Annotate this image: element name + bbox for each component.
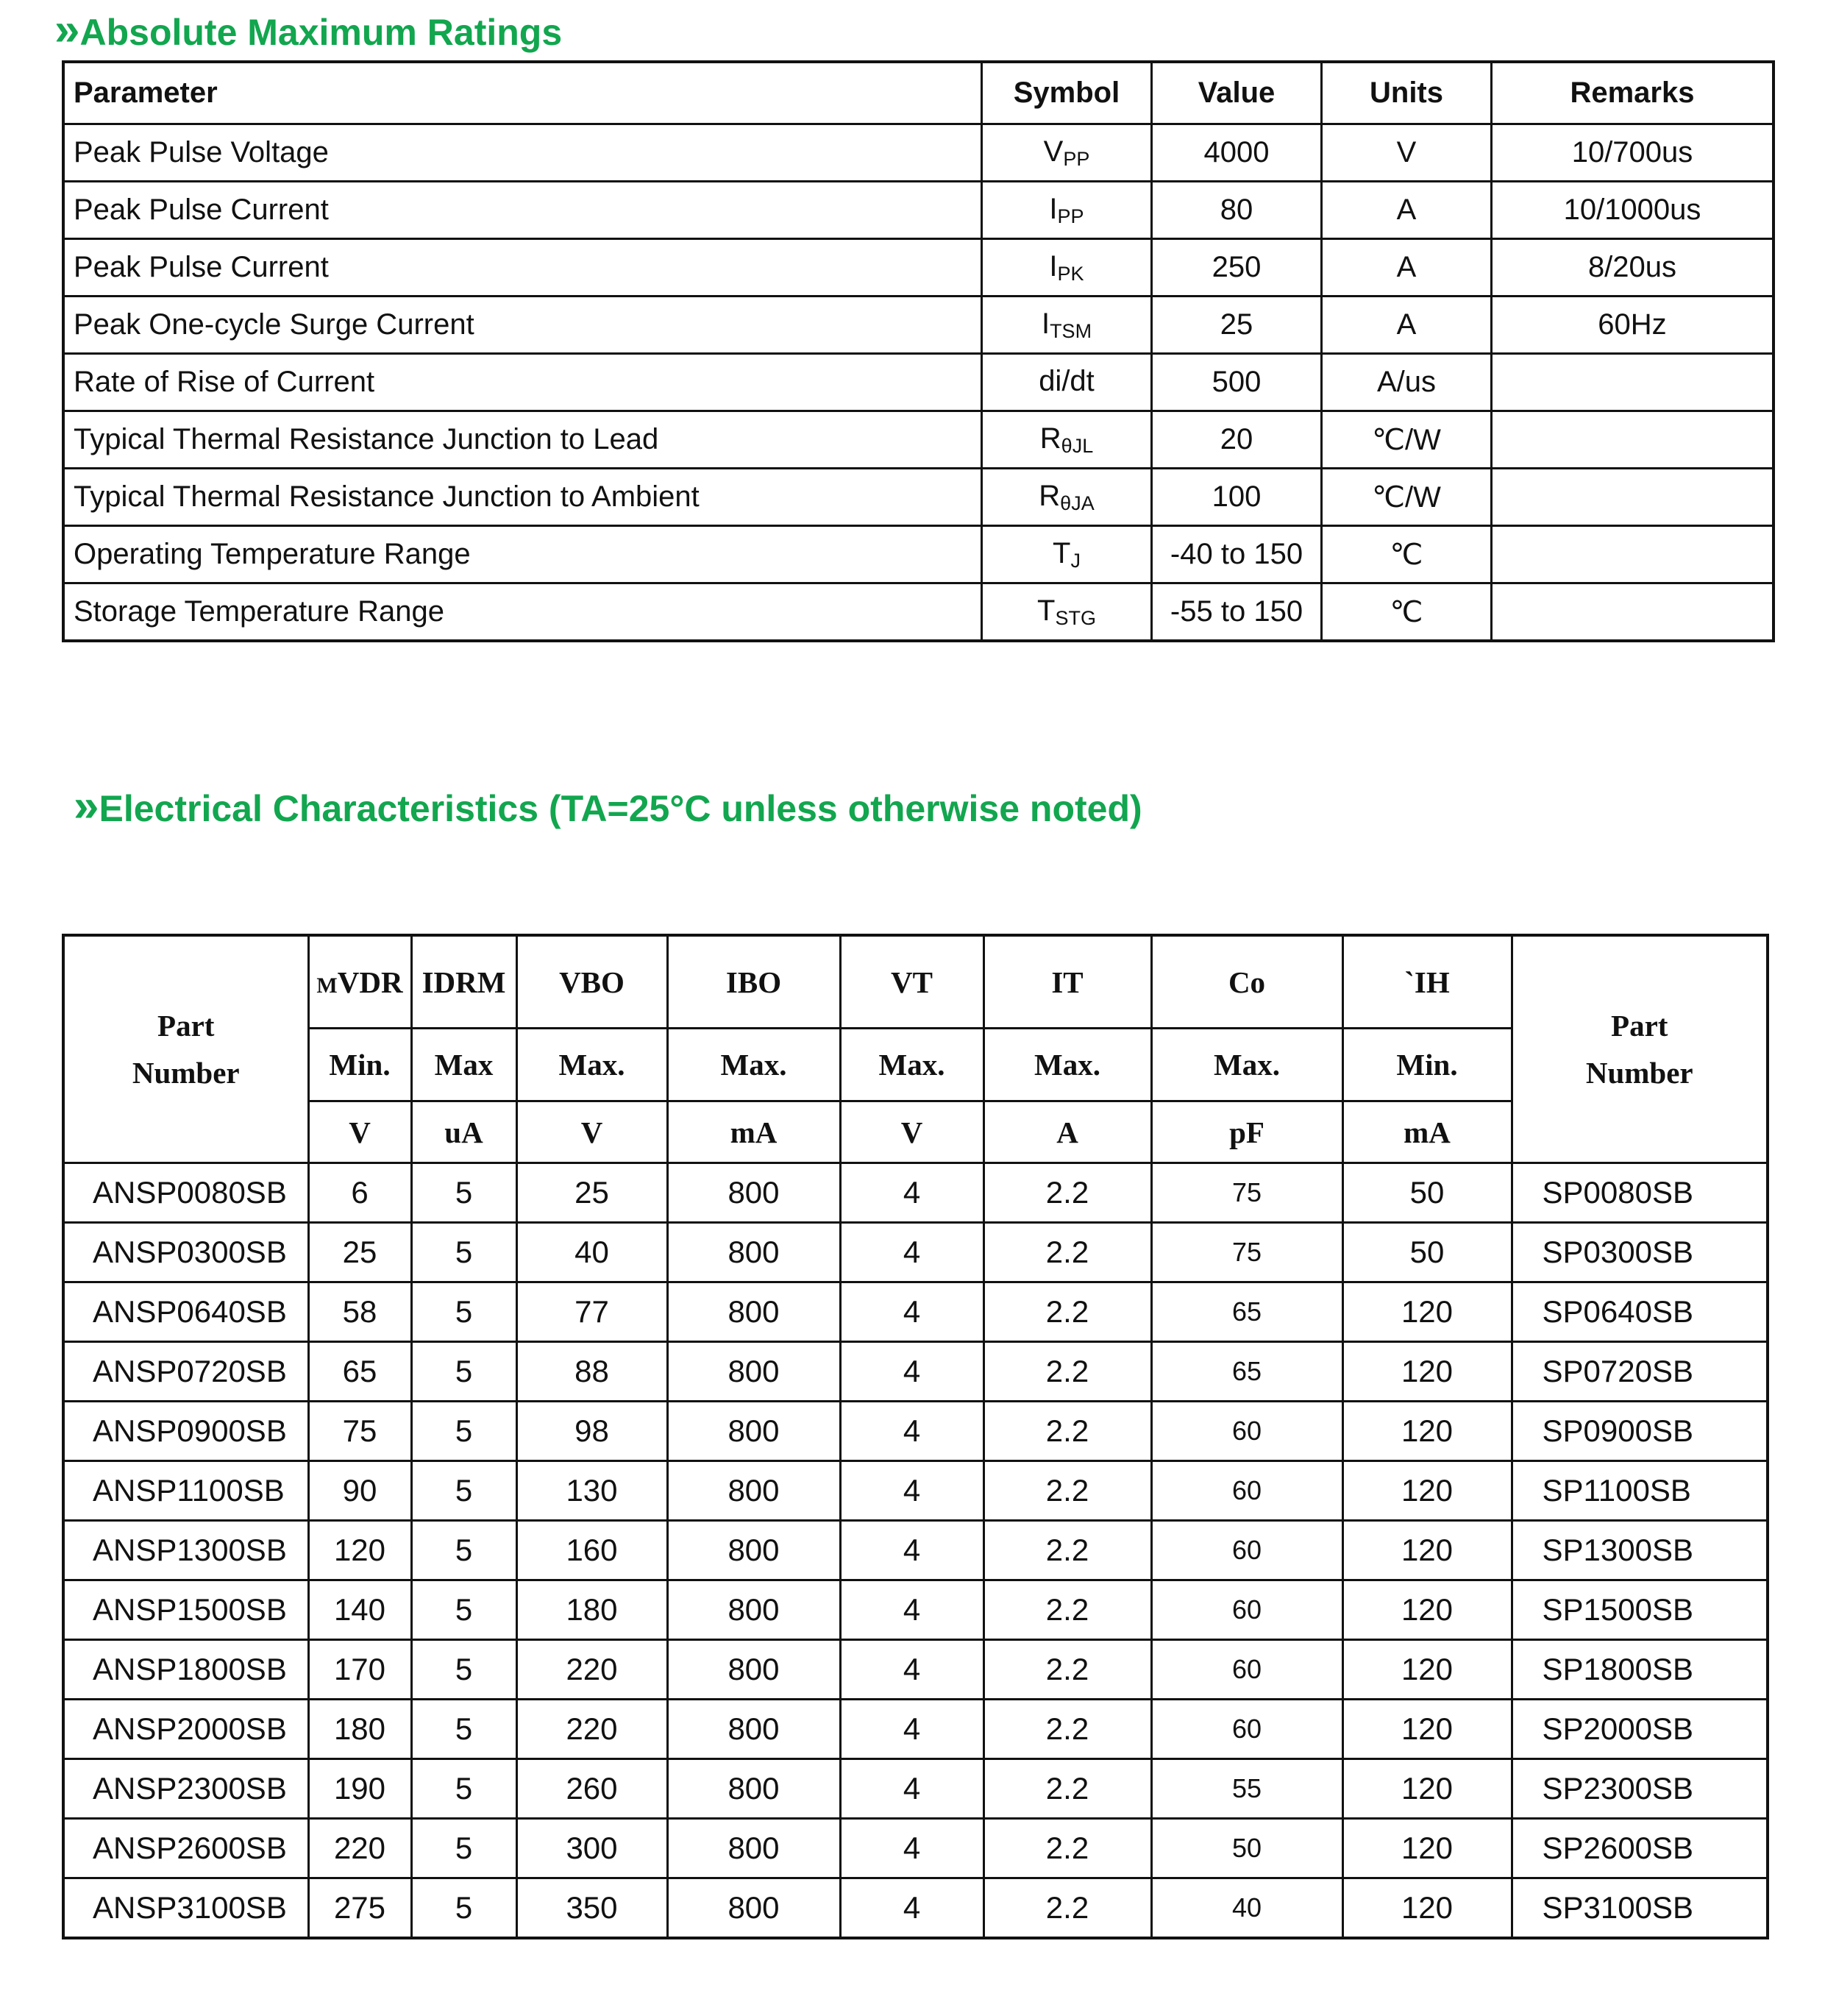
table-row bbox=[63, 354, 1774, 411]
table-row bbox=[63, 1163, 1768, 1223]
units-cell: ℃/W bbox=[1322, 411, 1492, 469]
absolute-max-title bbox=[54, 4, 563, 55]
vbo-cell: 220 bbox=[516, 1640, 667, 1700]
co-cell: 65 bbox=[1151, 1342, 1342, 1402]
part-cell: ANSP3100SB bbox=[63, 1878, 308, 1939]
header-symbol-text: IDRM bbox=[421, 965, 506, 999]
it-cell: 2.2 bbox=[983, 1878, 1151, 1939]
table-row bbox=[63, 411, 1774, 469]
vdr-cell: 58 bbox=[308, 1282, 411, 1342]
part-cell: ANSP2300SB bbox=[63, 1759, 308, 1819]
vbo-cell: 300 bbox=[516, 1819, 667, 1878]
header-unit: V bbox=[840, 1101, 983, 1163]
ih-cell: 120 bbox=[1342, 1700, 1512, 1759]
symbol-subscript: STG bbox=[1055, 606, 1096, 629]
vdr-cell: 170 bbox=[308, 1640, 411, 1700]
ibo-cell: 800 bbox=[667, 1521, 840, 1580]
table-row bbox=[63, 1640, 1768, 1700]
units-cell: ℃ bbox=[1322, 526, 1492, 583]
table-row bbox=[63, 1878, 1768, 1939]
vt-cell: 4 bbox=[840, 1402, 983, 1461]
alt-cell: SP0900SB bbox=[1512, 1402, 1768, 1461]
ih-cell: 120 bbox=[1342, 1878, 1512, 1939]
ibo-cell: 800 bbox=[667, 1342, 840, 1402]
symbol-subscript: PP bbox=[1057, 205, 1084, 227]
electrical-title bbox=[74, 781, 1142, 831]
symbol-subscript: θJA bbox=[1060, 491, 1095, 514]
ih-cell: 120 bbox=[1342, 1819, 1512, 1878]
vbo-cell: 260 bbox=[516, 1759, 667, 1819]
value-cell: 250 bbox=[1152, 239, 1322, 297]
header-limit: Max. bbox=[516, 1029, 667, 1101]
vdr-cell: 190 bbox=[308, 1759, 411, 1819]
it-cell: 2.2 bbox=[983, 1759, 1151, 1819]
header-symbol-text: VT bbox=[891, 965, 933, 999]
part-cell: ANSP1100SB bbox=[63, 1461, 308, 1521]
co-cell: 40 bbox=[1151, 1878, 1342, 1939]
ibo-cell: 800 bbox=[667, 1878, 840, 1939]
ibo-cell: 800 bbox=[667, 1759, 840, 1819]
symbol-main: V bbox=[1043, 135, 1064, 168]
symbol-subscript: TSM bbox=[1050, 319, 1092, 342]
units-cell: ℃/W bbox=[1322, 469, 1492, 526]
header-symbol bbox=[516, 935, 667, 1029]
table-row bbox=[63, 1521, 1768, 1580]
vt-cell: 4 bbox=[840, 1163, 983, 1223]
header-symbol bbox=[983, 935, 1151, 1029]
vt-cell: 4 bbox=[840, 1640, 983, 1700]
remarks-cell: 60Hz bbox=[1492, 297, 1774, 354]
header-unit: V bbox=[308, 1101, 411, 1163]
remarks-cell bbox=[1492, 354, 1774, 411]
symbol-cell bbox=[982, 526, 1152, 583]
part-cell: ANSP1300SB bbox=[63, 1521, 308, 1580]
co-cell: 60 bbox=[1151, 1580, 1342, 1640]
alt-cell: SP2300SB bbox=[1512, 1759, 1768, 1819]
it-cell: 2.2 bbox=[983, 1461, 1151, 1521]
electrical-table bbox=[62, 934, 1769, 1939]
parameter-cell: Peak One-cycle Surge Current bbox=[63, 297, 982, 354]
co-cell: 60 bbox=[1151, 1402, 1342, 1461]
header-unit: mA bbox=[667, 1101, 840, 1163]
electrical-body bbox=[63, 1163, 1768, 1939]
it-cell: 2.2 bbox=[983, 1521, 1151, 1580]
header-limit: Max. bbox=[1151, 1029, 1342, 1101]
idrm-cell: 5 bbox=[411, 1580, 516, 1640]
table-row bbox=[63, 1819, 1768, 1878]
co-cell: 65 bbox=[1151, 1282, 1342, 1342]
co-cell: 60 bbox=[1151, 1521, 1342, 1580]
ibo-cell: 800 bbox=[667, 1640, 840, 1700]
vbo-cell: 180 bbox=[516, 1580, 667, 1640]
alt-cell: SP2000SB bbox=[1512, 1700, 1768, 1759]
ih-cell: 120 bbox=[1342, 1759, 1512, 1819]
chevron-marker: » bbox=[74, 781, 99, 831]
co-cell: 60 bbox=[1151, 1640, 1342, 1700]
vdr-cell: 90 bbox=[308, 1461, 411, 1521]
symbol-subscript: θJL bbox=[1061, 434, 1094, 457]
remarks-cell: 10/1000us bbox=[1492, 182, 1774, 239]
alt-cell: SP0300SB bbox=[1512, 1223, 1768, 1282]
header-symbol-text: Co bbox=[1228, 965, 1266, 999]
vbo-cell: 25 bbox=[516, 1163, 667, 1223]
idrm-cell: 5 bbox=[411, 1223, 516, 1282]
part-cell: ANSP1800SB bbox=[63, 1640, 308, 1700]
electrical-title-text: Electrical Characteristics (TA=25°C unless otherwise noted) bbox=[99, 788, 1142, 829]
symbol-main: T bbox=[1053, 536, 1071, 569]
table-row bbox=[63, 1223, 1768, 1282]
vdr-cell: 180 bbox=[308, 1700, 411, 1759]
vdr-cell: 25 bbox=[308, 1223, 411, 1282]
vt-cell: 4 bbox=[840, 1759, 983, 1819]
idrm-cell: 5 bbox=[411, 1521, 516, 1580]
part-cell: ANSP0720SB bbox=[63, 1342, 308, 1402]
it-cell: 2.2 bbox=[983, 1163, 1151, 1223]
symbol-cell bbox=[982, 469, 1152, 526]
symbol-main: R bbox=[1039, 422, 1061, 455]
alt-cell: SP0640SB bbox=[1512, 1282, 1768, 1342]
part-cell: ANSP0080SB bbox=[63, 1163, 308, 1223]
symbol-main: di/dt bbox=[1039, 364, 1095, 397]
parameter-cell: Typical Thermal Resistance Junction to Ambient bbox=[63, 469, 982, 526]
ibo-cell: 800 bbox=[667, 1402, 840, 1461]
header-limit: Max. bbox=[983, 1029, 1151, 1101]
header-symbol bbox=[411, 935, 516, 1029]
vdr-cell: 275 bbox=[308, 1878, 411, 1939]
header-remarks: Remarks bbox=[1492, 62, 1774, 124]
table-row bbox=[63, 1282, 1768, 1342]
idrm-cell: 5 bbox=[411, 1163, 516, 1223]
symbol-cell bbox=[982, 124, 1152, 182]
symbol-main: I bbox=[1049, 192, 1058, 225]
absolute-max-header-row bbox=[63, 62, 1774, 124]
header-part-number bbox=[63, 935, 308, 1163]
vbo-cell: 40 bbox=[516, 1223, 667, 1282]
value-cell: 100 bbox=[1152, 469, 1322, 526]
remarks-cell: 10/700us bbox=[1492, 124, 1774, 182]
parameter-cell: Peak Pulse Current bbox=[63, 239, 982, 297]
table-row bbox=[63, 297, 1774, 354]
co-cell: 55 bbox=[1151, 1759, 1342, 1819]
header-symbol-text: `IH bbox=[1404, 965, 1450, 999]
ih-cell: 120 bbox=[1342, 1282, 1512, 1342]
symbol-subscript: PP bbox=[1063, 147, 1090, 170]
vbo-cell: 88 bbox=[516, 1342, 667, 1402]
symbol-cell bbox=[982, 182, 1152, 239]
table-row bbox=[63, 1580, 1768, 1640]
part-cell: ANSP2000SB bbox=[63, 1700, 308, 1759]
header-value: Value bbox=[1152, 62, 1322, 124]
alt-cell: SP1100SB bbox=[1512, 1461, 1768, 1521]
idrm-cell: 5 bbox=[411, 1878, 516, 1939]
units-cell: V bbox=[1322, 124, 1492, 182]
remarks-cell bbox=[1492, 526, 1774, 583]
symbol-main: T bbox=[1037, 594, 1056, 627]
symbol-main: I bbox=[1049, 249, 1058, 283]
header-symbol bbox=[840, 935, 983, 1029]
alt-cell: SP2600SB bbox=[1512, 1819, 1768, 1878]
vbo-cell: 160 bbox=[516, 1521, 667, 1580]
table-row bbox=[63, 583, 1774, 642]
symbol-cell bbox=[982, 583, 1152, 642]
co-cell: 60 bbox=[1151, 1461, 1342, 1521]
part-header-line2: Number bbox=[132, 1056, 240, 1090]
it-cell: 2.2 bbox=[983, 1223, 1151, 1282]
vt-cell: 4 bbox=[840, 1342, 983, 1402]
table-row bbox=[63, 182, 1774, 239]
vbo-cell: 98 bbox=[516, 1402, 667, 1461]
header-unit: pF bbox=[1151, 1101, 1342, 1163]
symbol-main: R bbox=[1039, 479, 1061, 512]
ibo-cell: 800 bbox=[667, 1163, 840, 1223]
ih-cell: 120 bbox=[1342, 1402, 1512, 1461]
alt-cell: SP3100SB bbox=[1512, 1878, 1768, 1939]
remarks-cell bbox=[1492, 469, 1774, 526]
idrm-cell: 5 bbox=[411, 1640, 516, 1700]
header-symbol bbox=[1342, 935, 1512, 1029]
header-limit: Max. bbox=[667, 1029, 840, 1101]
symbol-main: I bbox=[1041, 307, 1050, 340]
value-cell: 500 bbox=[1152, 354, 1322, 411]
header-symbol-text: IBO bbox=[725, 965, 782, 999]
vdr-cell: 65 bbox=[308, 1342, 411, 1402]
ih-cell: 50 bbox=[1342, 1163, 1512, 1223]
it-cell: 2.2 bbox=[983, 1282, 1151, 1342]
symbol-cell bbox=[982, 239, 1152, 297]
table-row bbox=[63, 469, 1774, 526]
vdr-cell: 120 bbox=[308, 1521, 411, 1580]
it-cell: 2.2 bbox=[983, 1580, 1151, 1640]
alt-cell: SP1800SB bbox=[1512, 1640, 1768, 1700]
part-cell: ANSP0640SB bbox=[63, 1282, 308, 1342]
vbo-cell: 220 bbox=[516, 1700, 667, 1759]
vt-cell: 4 bbox=[840, 1819, 983, 1878]
ibo-cell: 800 bbox=[667, 1819, 840, 1878]
symbol-cell bbox=[982, 297, 1152, 354]
absolute-max-body bbox=[63, 124, 1774, 642]
units-cell: A/us bbox=[1322, 354, 1492, 411]
chevron-marker: » bbox=[54, 4, 80, 55]
vt-cell: 4 bbox=[840, 1521, 983, 1580]
units-cell: A bbox=[1322, 182, 1492, 239]
absolute-max-table bbox=[62, 60, 1775, 642]
parameter-cell: Storage Temperature Range bbox=[63, 583, 982, 642]
it-cell: 2.2 bbox=[983, 1640, 1151, 1700]
ibo-cell: 800 bbox=[667, 1282, 840, 1342]
idrm-cell: 5 bbox=[411, 1819, 516, 1878]
vdr-cell: 140 bbox=[308, 1580, 411, 1640]
it-cell: 2.2 bbox=[983, 1342, 1151, 1402]
electrical-header bbox=[63, 935, 1768, 1163]
header-row-symbols bbox=[63, 935, 1768, 1029]
symbol-subscript: PK bbox=[1057, 262, 1084, 285]
remarks-cell bbox=[1492, 583, 1774, 642]
header-units: Units bbox=[1322, 62, 1492, 124]
header-symbol: Symbol bbox=[982, 62, 1152, 124]
idrm-cell: 5 bbox=[411, 1700, 516, 1759]
part-cell: ANSP0300SB bbox=[63, 1223, 308, 1282]
header-unit: V bbox=[516, 1101, 667, 1163]
table-row bbox=[63, 1759, 1768, 1819]
table-row bbox=[63, 1402, 1768, 1461]
ih-cell: 50 bbox=[1342, 1223, 1512, 1282]
idrm-cell: 5 bbox=[411, 1461, 516, 1521]
header-symbol bbox=[308, 935, 411, 1029]
alt-cell: SP0720SB bbox=[1512, 1342, 1768, 1402]
vbo-cell: 77 bbox=[516, 1282, 667, 1342]
part-cell: ANSP0900SB bbox=[63, 1402, 308, 1461]
header-stray-prefix: M bbox=[316, 973, 338, 998]
idrm-cell: 5 bbox=[411, 1759, 516, 1819]
units-cell: A bbox=[1322, 239, 1492, 297]
alt-cell: SP1300SB bbox=[1512, 1521, 1768, 1580]
vdr-cell: 75 bbox=[308, 1402, 411, 1461]
vt-cell: 4 bbox=[840, 1700, 983, 1759]
header-symbol bbox=[667, 935, 840, 1029]
ih-cell: 120 bbox=[1342, 1521, 1512, 1580]
parameter-cell: Typical Thermal Resistance Junction to Lead bbox=[63, 411, 982, 469]
it-cell: 2.2 bbox=[983, 1819, 1151, 1878]
header-symbol-text: VDR bbox=[337, 965, 403, 999]
parameter-cell: Peak Pulse Voltage bbox=[63, 124, 982, 182]
alt-cell: SP1500SB bbox=[1512, 1580, 1768, 1640]
vbo-cell: 350 bbox=[516, 1878, 667, 1939]
header-unit: A bbox=[983, 1101, 1151, 1163]
vt-cell: 4 bbox=[840, 1580, 983, 1640]
idrm-cell: 5 bbox=[411, 1342, 516, 1402]
idrm-cell: 5 bbox=[411, 1402, 516, 1461]
it-cell: 2.2 bbox=[983, 1700, 1151, 1759]
header-symbol bbox=[1151, 935, 1342, 1029]
vt-cell: 4 bbox=[840, 1461, 983, 1521]
co-cell: 75 bbox=[1151, 1163, 1342, 1223]
table-row bbox=[63, 526, 1774, 583]
parameter-cell: Peak Pulse Current bbox=[63, 182, 982, 239]
header-parameter: Parameter bbox=[63, 62, 982, 124]
table-row bbox=[63, 124, 1774, 182]
remarks-cell bbox=[1492, 411, 1774, 469]
ibo-cell: 800 bbox=[667, 1461, 840, 1521]
value-cell: 25 bbox=[1152, 297, 1322, 354]
vbo-cell: 130 bbox=[516, 1461, 667, 1521]
part-header-line2: Number bbox=[1585, 1056, 1693, 1090]
header-unit: mA bbox=[1342, 1101, 1512, 1163]
co-cell: 50 bbox=[1151, 1819, 1342, 1878]
value-cell: 80 bbox=[1152, 182, 1322, 239]
symbol-cell bbox=[982, 411, 1152, 469]
ih-cell: 120 bbox=[1342, 1580, 1512, 1640]
co-cell: 60 bbox=[1151, 1700, 1342, 1759]
table-row bbox=[63, 239, 1774, 297]
part-header-line1: Part bbox=[157, 1009, 215, 1043]
ibo-cell: 800 bbox=[667, 1700, 840, 1759]
remarks-cell: 8/20us bbox=[1492, 239, 1774, 297]
part-cell: ANSP1500SB bbox=[63, 1580, 308, 1640]
ih-cell: 120 bbox=[1342, 1342, 1512, 1402]
alt-cell: SP0080SB bbox=[1512, 1163, 1768, 1223]
part-cell: ANSP2600SB bbox=[63, 1819, 308, 1878]
header-symbol-text: VBO bbox=[559, 965, 625, 999]
symbol-cell bbox=[982, 354, 1152, 411]
vt-cell: 4 bbox=[840, 1878, 983, 1939]
table-row bbox=[63, 1342, 1768, 1402]
it-cell: 2.2 bbox=[983, 1402, 1151, 1461]
header-limit: Max. bbox=[840, 1029, 983, 1101]
ih-cell: 120 bbox=[1342, 1640, 1512, 1700]
header-alt-part-number bbox=[1512, 935, 1768, 1163]
header-symbol-text: IT bbox=[1051, 965, 1084, 999]
ibo-cell: 800 bbox=[667, 1223, 840, 1282]
vt-cell: 4 bbox=[840, 1282, 983, 1342]
idrm-cell: 5 bbox=[411, 1282, 516, 1342]
header-limit: Max bbox=[411, 1029, 516, 1101]
absolute-max-title-text: Absolute Maximum Ratings bbox=[79, 12, 563, 53]
vt-cell: 4 bbox=[840, 1223, 983, 1282]
units-cell: ℃ bbox=[1322, 583, 1492, 642]
value-cell: 20 bbox=[1152, 411, 1322, 469]
vdr-cell: 6 bbox=[308, 1163, 411, 1223]
header-limit: Min. bbox=[1342, 1029, 1512, 1101]
value-cell: -55 to 150 bbox=[1152, 583, 1322, 642]
table-row bbox=[63, 1461, 1768, 1521]
header-unit: uA bbox=[411, 1101, 516, 1163]
part-header-line1: Part bbox=[1611, 1009, 1668, 1043]
header-limit: Min. bbox=[308, 1029, 411, 1101]
units-cell: A bbox=[1322, 297, 1492, 354]
value-cell: 4000 bbox=[1152, 124, 1322, 182]
symbol-subscript: J bbox=[1070, 549, 1081, 572]
co-cell: 75 bbox=[1151, 1223, 1342, 1282]
parameter-cell: Operating Temperature Range bbox=[63, 526, 982, 583]
parameter-cell: Rate of Rise of Current bbox=[63, 354, 982, 411]
ih-cell: 120 bbox=[1342, 1461, 1512, 1521]
vdr-cell: 220 bbox=[308, 1819, 411, 1878]
ibo-cell: 800 bbox=[667, 1580, 840, 1640]
value-cell: -40 to 150 bbox=[1152, 526, 1322, 583]
table-row bbox=[63, 1700, 1768, 1759]
